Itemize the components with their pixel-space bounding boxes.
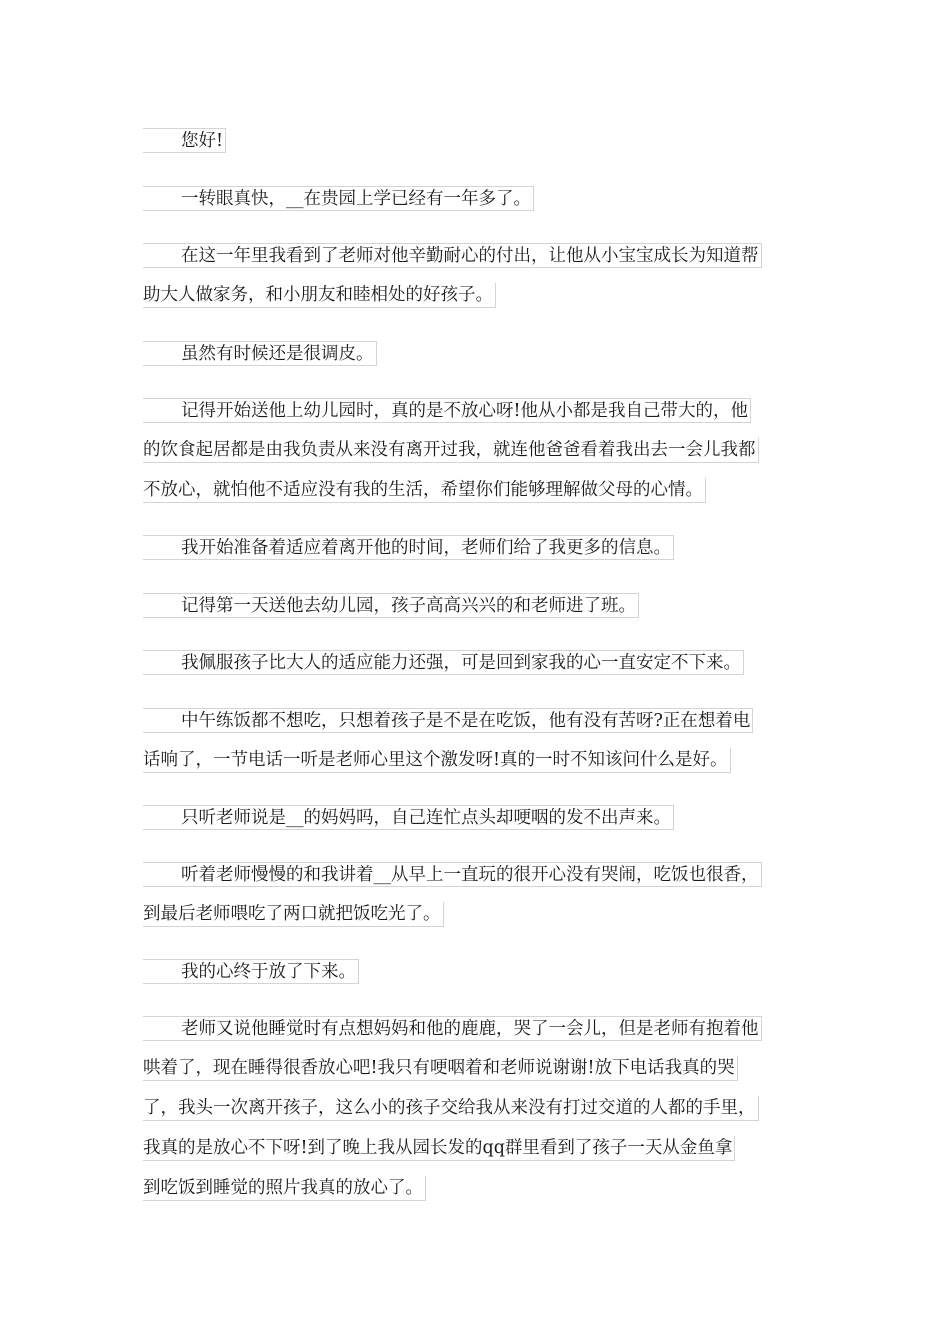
paragraph <box>143 708 753 773</box>
text-line: 在这一年里我看到了老师对他辛勤耐心的付出，让他从小宝宝成长为知道帮 <box>143 243 762 268</box>
paragraph <box>143 341 377 366</box>
text-line: 您好! <box>143 128 226 153</box>
text-line: 我佩服孩子比大人的适应能力还强，可是回到家我的心一直安定不下来。 <box>143 650 744 675</box>
paragraph <box>143 186 534 211</box>
text-line: 我真的是放心不下呀!到了晚上我从园长发的qq群里看到了孩子一天从金鱼拿 <box>143 1136 735 1161</box>
paragraph <box>143 805 674 830</box>
text-line: 只听老师说是__的妈妈吗，自己连忙点头却哽咽的发不出声来。 <box>143 805 674 830</box>
text-line: 到吃饭到睡觉的照片我真的放心了。 <box>143 1176 426 1201</box>
text-line: 记得开始送他上幼儿园时，真的是不放心呀!他从小都是我自己带大的，他 <box>143 398 751 423</box>
text-line: 了，我头一次离开孩子，这么小的孩子交给我从来没有打过交道的人都的手里， <box>143 1096 759 1121</box>
text-line: 助大人做家务，和小朋友和睦相处的好孩子。 <box>143 283 496 308</box>
text-line: 我开始准备着适应着离开他的时间，老师们给了我更多的信息。 <box>143 535 674 560</box>
paragraph <box>143 862 762 927</box>
paragraph <box>143 593 639 618</box>
paragraph <box>143 243 762 308</box>
text-line: 听着老师慢慢的和我讲着__从早上一直玩的很开心没有哭闹，吃饭也很香， <box>143 862 762 887</box>
text-line: 哄着了，现在睡得很香放心吧!我只有哽咽着和老师说谢谢!放下电话我真的哭 <box>143 1056 738 1081</box>
text-line: 虽然有时候还是很调皮。 <box>143 341 377 366</box>
paragraph <box>143 650 744 675</box>
text-line: 话响了，一节电话一听是老师心里这个激发呀!真的一时不知该问什么是好。 <box>143 748 731 773</box>
text-line: 老师又说他睡觉时有点想妈妈和他的鹿鹿，哭了一会儿，但是老师有抱着他 <box>143 1016 762 1041</box>
paragraph <box>143 1016 762 1201</box>
paragraph <box>143 535 674 560</box>
text-line: 不放心，就怕他不适应没有我的生活，希望你们能够理解做父母的心情。 <box>143 478 706 503</box>
text-line: 我的心终于放了下来。 <box>143 959 359 984</box>
paragraph-greeting <box>143 128 226 153</box>
text-line: 中午练饭都不想吃，只想着孩子是不是在吃饭，他有没有苦呀?正在想着电 <box>143 708 753 733</box>
text-line: 的饮食起居都是由我负责从来没有离开过我，就连他爸爸看着我出去一会儿我都 <box>143 438 759 463</box>
paragraph <box>143 398 759 503</box>
paragraph <box>143 959 359 984</box>
text-line: 一转眼真快，__在贵园上学已经有一年多了。 <box>143 186 534 211</box>
text-line: 记得第一天送他去幼儿园，孩子高高兴兴的和老师进了班。 <box>143 593 639 618</box>
text-line: 到最后老师喂吃了两口就把饭吃光了。 <box>143 902 444 927</box>
